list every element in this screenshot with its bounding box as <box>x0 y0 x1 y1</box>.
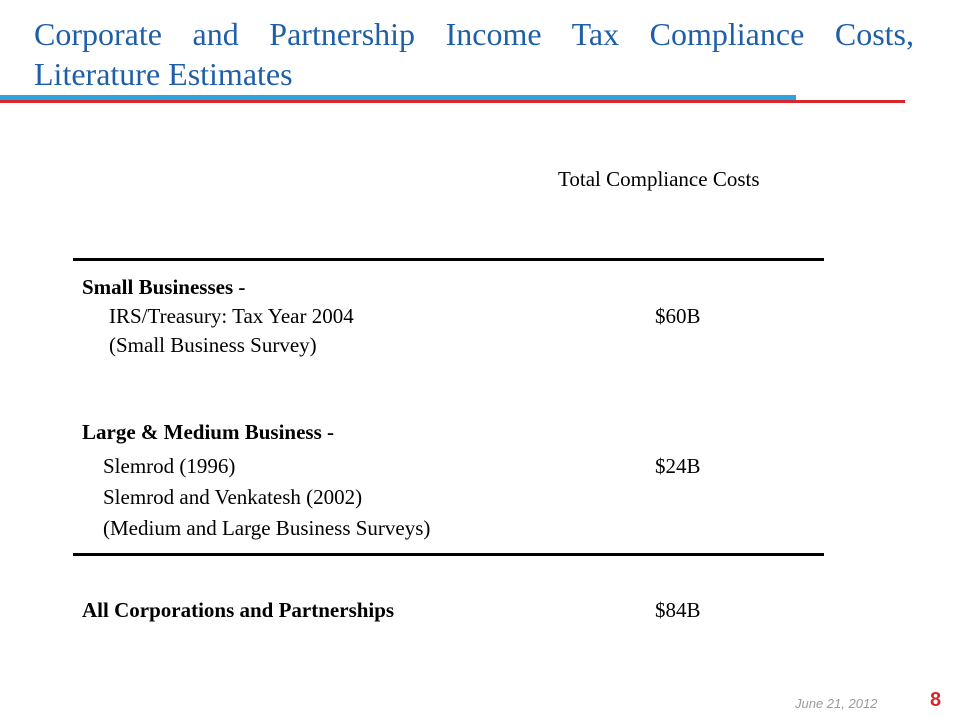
row-detail-small-business-2: (Small Business Survey) <box>109 333 317 357</box>
title-underline-blue <box>0 95 796 100</box>
row-heading-large-medium-business: Large & Medium Business - <box>82 420 334 444</box>
row-value-small-business: $60B <box>655 304 701 328</box>
total-row-label: All Corporations and Partnerships <box>82 598 395 622</box>
row-detail-large-medium-1: Slemrod (1996) <box>103 454 236 478</box>
footer-date: June 21, 2012 <box>795 696 878 711</box>
title-underline-red <box>0 100 905 103</box>
slide-title <box>34 14 914 94</box>
row-heading-small-business: Small Businesses - <box>82 275 246 299</box>
table-bottom-rule <box>73 553 824 556</box>
slide-title-line-2: Literature Estimates <box>34 56 293 92</box>
table-top-rule <box>73 258 824 261</box>
row-detail-large-medium-2: Slemrod and Venkatesh (2002) <box>103 485 363 509</box>
total-row-value: $84B <box>655 598 701 622</box>
row-value-large-medium-business: $24B <box>655 454 701 478</box>
column-header-total-costs: Total Compliance Costs <box>558 167 760 191</box>
slide-title-line-1: Corporate and Partnership Income Tax Compliance Costs, <box>34 16 914 52</box>
row-detail-small-business-1: IRS/Treasury: Tax Year 2004 <box>109 304 354 328</box>
page-number: 8 <box>930 689 942 711</box>
row-detail-large-medium-3: (Medium and Large Business Surveys) <box>103 516 431 540</box>
